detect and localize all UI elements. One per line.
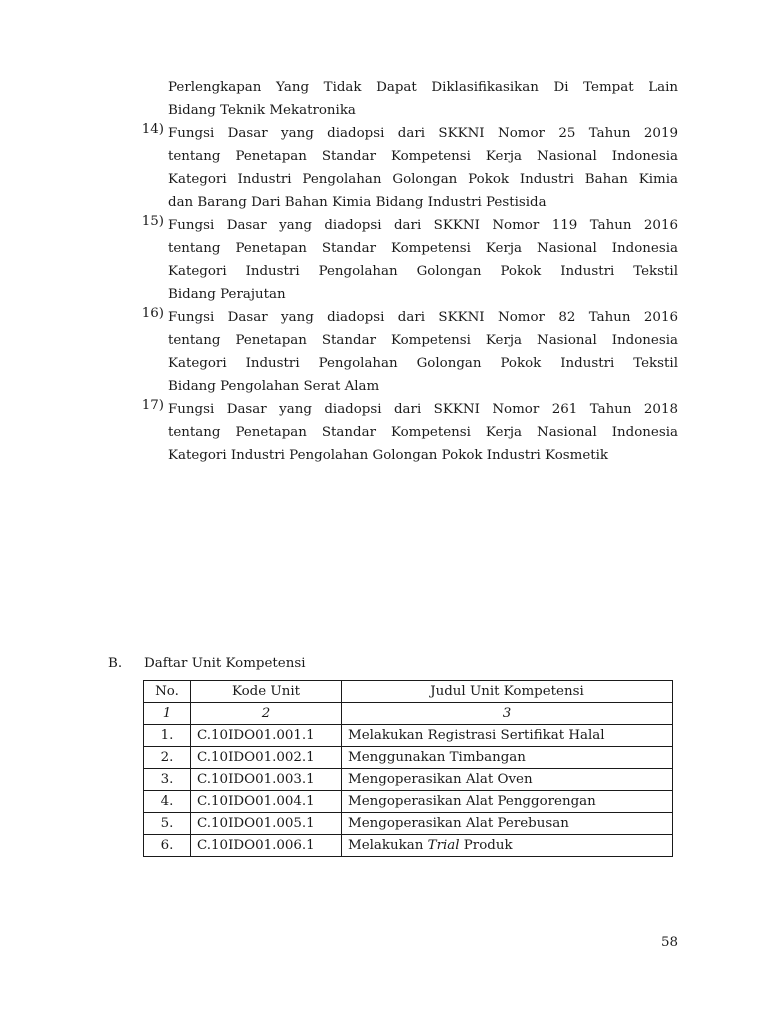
section-title: Daftar Unit Kompetensi bbox=[144, 656, 306, 671]
text-line: dan Barang Dari Bahan Kimia Bidang Industri Pestisida bbox=[168, 195, 547, 210]
page-number: 58 bbox=[660, 935, 678, 950]
cell-title: Mengoperasikan Alat Perebusan bbox=[342, 813, 673, 835]
table-row bbox=[144, 813, 673, 835]
text-line: Bidang Pengolahan Serat Alam bbox=[168, 379, 380, 394]
header-code: Kode Unit bbox=[191, 681, 342, 703]
text-line: Perlengkapan Yang Tidak Dapat Diklasifikasikan Di Tempat Lain bbox=[168, 80, 678, 95]
text-line: Fungsi Dasar yang diadopsi dari SKKNI Nomor 261 Tahun 2018 bbox=[168, 402, 678, 417]
index-cell: 2 bbox=[191, 703, 342, 725]
index-cell: 3 bbox=[342, 703, 673, 725]
list-item-15 bbox=[130, 214, 678, 306]
header-title: Judul Unit Kompetensi bbox=[342, 681, 673, 703]
title-italic-term: Trial bbox=[427, 838, 460, 853]
cell-title: Mengoperasikan Alat Oven bbox=[342, 769, 673, 791]
cell-title: Melakukan Registrasi Sertifikat Halal bbox=[342, 725, 673, 747]
text-line: Fungsi Dasar yang diadopsi dari SKKNI Nomor 119 Tahun 2016 bbox=[168, 218, 678, 233]
cell-no: 3. bbox=[144, 769, 191, 791]
table-row bbox=[144, 747, 673, 769]
text-line: tentang Penetapan Standar Kompetensi Kerja Nasional Indonesia bbox=[168, 425, 678, 440]
cell-title: Mengoperasikan Alat Penggorengan bbox=[342, 791, 673, 813]
text-line: Fungsi Dasar yang diadopsi dari SKKNI Nomor 82 Tahun 2016 bbox=[168, 310, 678, 325]
text-line: Kategori Industri Pengolahan Golongan Pokok Industri Bahan Kimia bbox=[168, 172, 678, 187]
cell-title: Menggunakan Timbangan bbox=[342, 747, 673, 769]
cell-code: C.10IDO01.001.1 bbox=[191, 725, 342, 747]
table-row bbox=[144, 791, 673, 813]
text-line: Bidang Perajutan bbox=[168, 287, 286, 302]
list-item-continuation bbox=[130, 76, 678, 122]
text-line: tentang Penetapan Standar Kompetensi Kerja Nasional Indonesia bbox=[168, 333, 678, 348]
header-no: No. bbox=[144, 681, 191, 703]
section-heading bbox=[108, 652, 306, 675]
table-header-row bbox=[144, 681, 673, 703]
list-number: 14) bbox=[141, 122, 164, 137]
table-row bbox=[144, 769, 673, 791]
list-item-17 bbox=[130, 398, 678, 467]
cell-no: 1. bbox=[144, 725, 191, 747]
reference-list bbox=[130, 76, 678, 467]
title-text: Melakukan bbox=[348, 838, 424, 853]
title-text: Produk bbox=[463, 838, 513, 853]
table-row bbox=[144, 725, 673, 747]
cell-no: 2. bbox=[144, 747, 191, 769]
list-number: 17) bbox=[141, 398, 164, 413]
text-line: tentang Penetapan Standar Kompetensi Kerja Nasional Indonesia bbox=[168, 149, 678, 164]
cell-code: C.10IDO01.003.1 bbox=[191, 769, 342, 791]
cell-code: C.10IDO01.005.1 bbox=[191, 813, 342, 835]
cell-no: 4. bbox=[144, 791, 191, 813]
text-line: Fungsi Dasar yang diadopsi dari SKKNI Nomor 25 Tahun 2019 bbox=[168, 126, 678, 141]
list-item-14 bbox=[130, 122, 678, 214]
table-index-row bbox=[144, 703, 673, 725]
competency-units-table bbox=[143, 680, 673, 857]
list-item-16 bbox=[130, 306, 678, 398]
text-line: Kategori Industri Pengolahan Golongan Pokok Industri Tekstil bbox=[168, 356, 678, 371]
cell-no: 5. bbox=[144, 813, 191, 835]
list-number: 16) bbox=[141, 306, 164, 321]
cell-no: 6. bbox=[144, 835, 191, 857]
section-letter: B. bbox=[108, 656, 123, 671]
cell-code: C.10IDO01.002.1 bbox=[191, 747, 342, 769]
text-line: Kategori Industri Pengolahan Golongan Pokok Industri Tekstil bbox=[168, 264, 678, 279]
index-cell: 1 bbox=[144, 703, 191, 725]
text-line: Bidang Teknik Mekatronika bbox=[168, 103, 356, 118]
text-line: tentang Penetapan Standar Kompetensi Kerja Nasional Indonesia bbox=[168, 241, 678, 256]
text-line: Kategori Industri Pengolahan Golongan Pokok Industri Kosmetik bbox=[168, 448, 609, 463]
cell-title bbox=[342, 835, 673, 857]
cell-code: C.10IDO01.006.1 bbox=[191, 835, 342, 857]
table-row bbox=[144, 835, 673, 857]
list-number: 15) bbox=[141, 214, 164, 229]
cell-code: C.10IDO01.004.1 bbox=[191, 791, 342, 813]
